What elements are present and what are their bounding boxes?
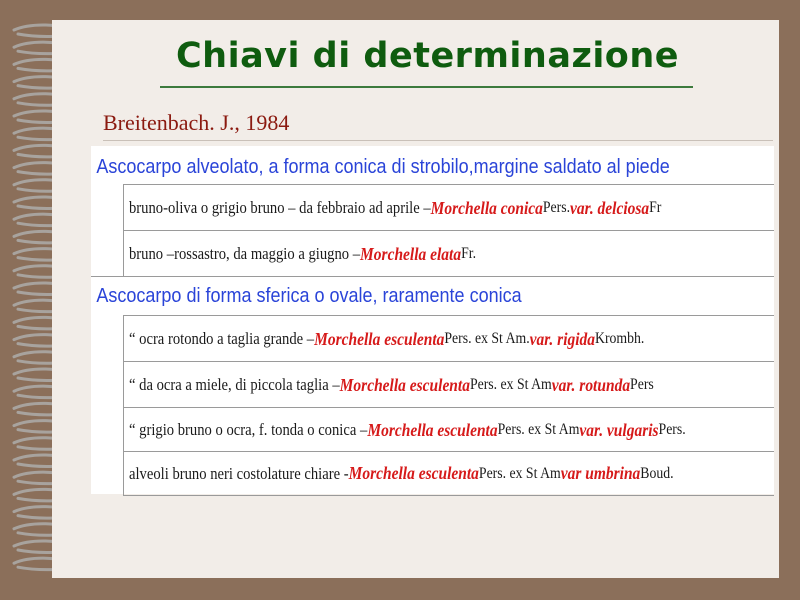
species-name: Morchella esculenta [367,419,498,440]
species-name: Morchella elata [360,243,462,264]
variety-name: var. delciosa [570,197,650,218]
page-title: Chiavi di determinazione [175,36,680,76]
key-row: alveoli bruno neri costolature chiare - Morchella esculenta Pers. ex St Am var umbrina Boud. [123,451,774,496]
author-citation: Breitenbach. J., 1984 [103,110,290,135]
variety-name: var. rotunda [551,374,631,395]
determination-key-table [91,146,774,494]
key-group-1-heading: Ascocarpo alveolato, a forma conica di strobilo,margine saldato al piede [96,156,670,178]
key-row: “ ocra rotondo a taglia grande – Morchella esculenta Pers. ex St Am. var. rigida Krombh. [123,315,774,362]
indent-line [123,315,124,495]
key-row: bruno –rossastro, da maggio a giugno – Morchella elata Fr. [123,230,774,277]
species-name: Morchella esculenta [339,374,470,395]
key-row: “ da ocra a miele, di piccola taglia – Morchella esculenta Pers. ex St Am var. rotunda Pers [123,361,774,408]
variety-name: var umbrina [560,463,641,483]
title-underline [160,86,693,88]
key-group-2-heading: Ascocarpo di forma sferica o ovale, raramente conica [96,285,522,307]
variety-name: var. vulgaris [579,419,659,440]
key-group-1-heading-row [91,150,774,184]
key-row: bruno-oliva o grigio bruno – da febbraio ad aprile – Morchella conica Pers. var. delciosa Fr [123,184,774,231]
indent-line [123,184,124,276]
key-group-2-heading-row [91,277,774,315]
key-row: “ grigio bruno o ocra, f. tonda o conica – Morchella esculenta Pers. ex St Am var. vulgaris Pers. [123,407,774,452]
species-name: Morchella conica [430,197,543,218]
species-name: Morchella esculenta [314,328,445,349]
species-name: Morchella esculenta [348,463,479,483]
variety-name: var. rigida [529,328,596,349]
author-divider [103,140,773,141]
